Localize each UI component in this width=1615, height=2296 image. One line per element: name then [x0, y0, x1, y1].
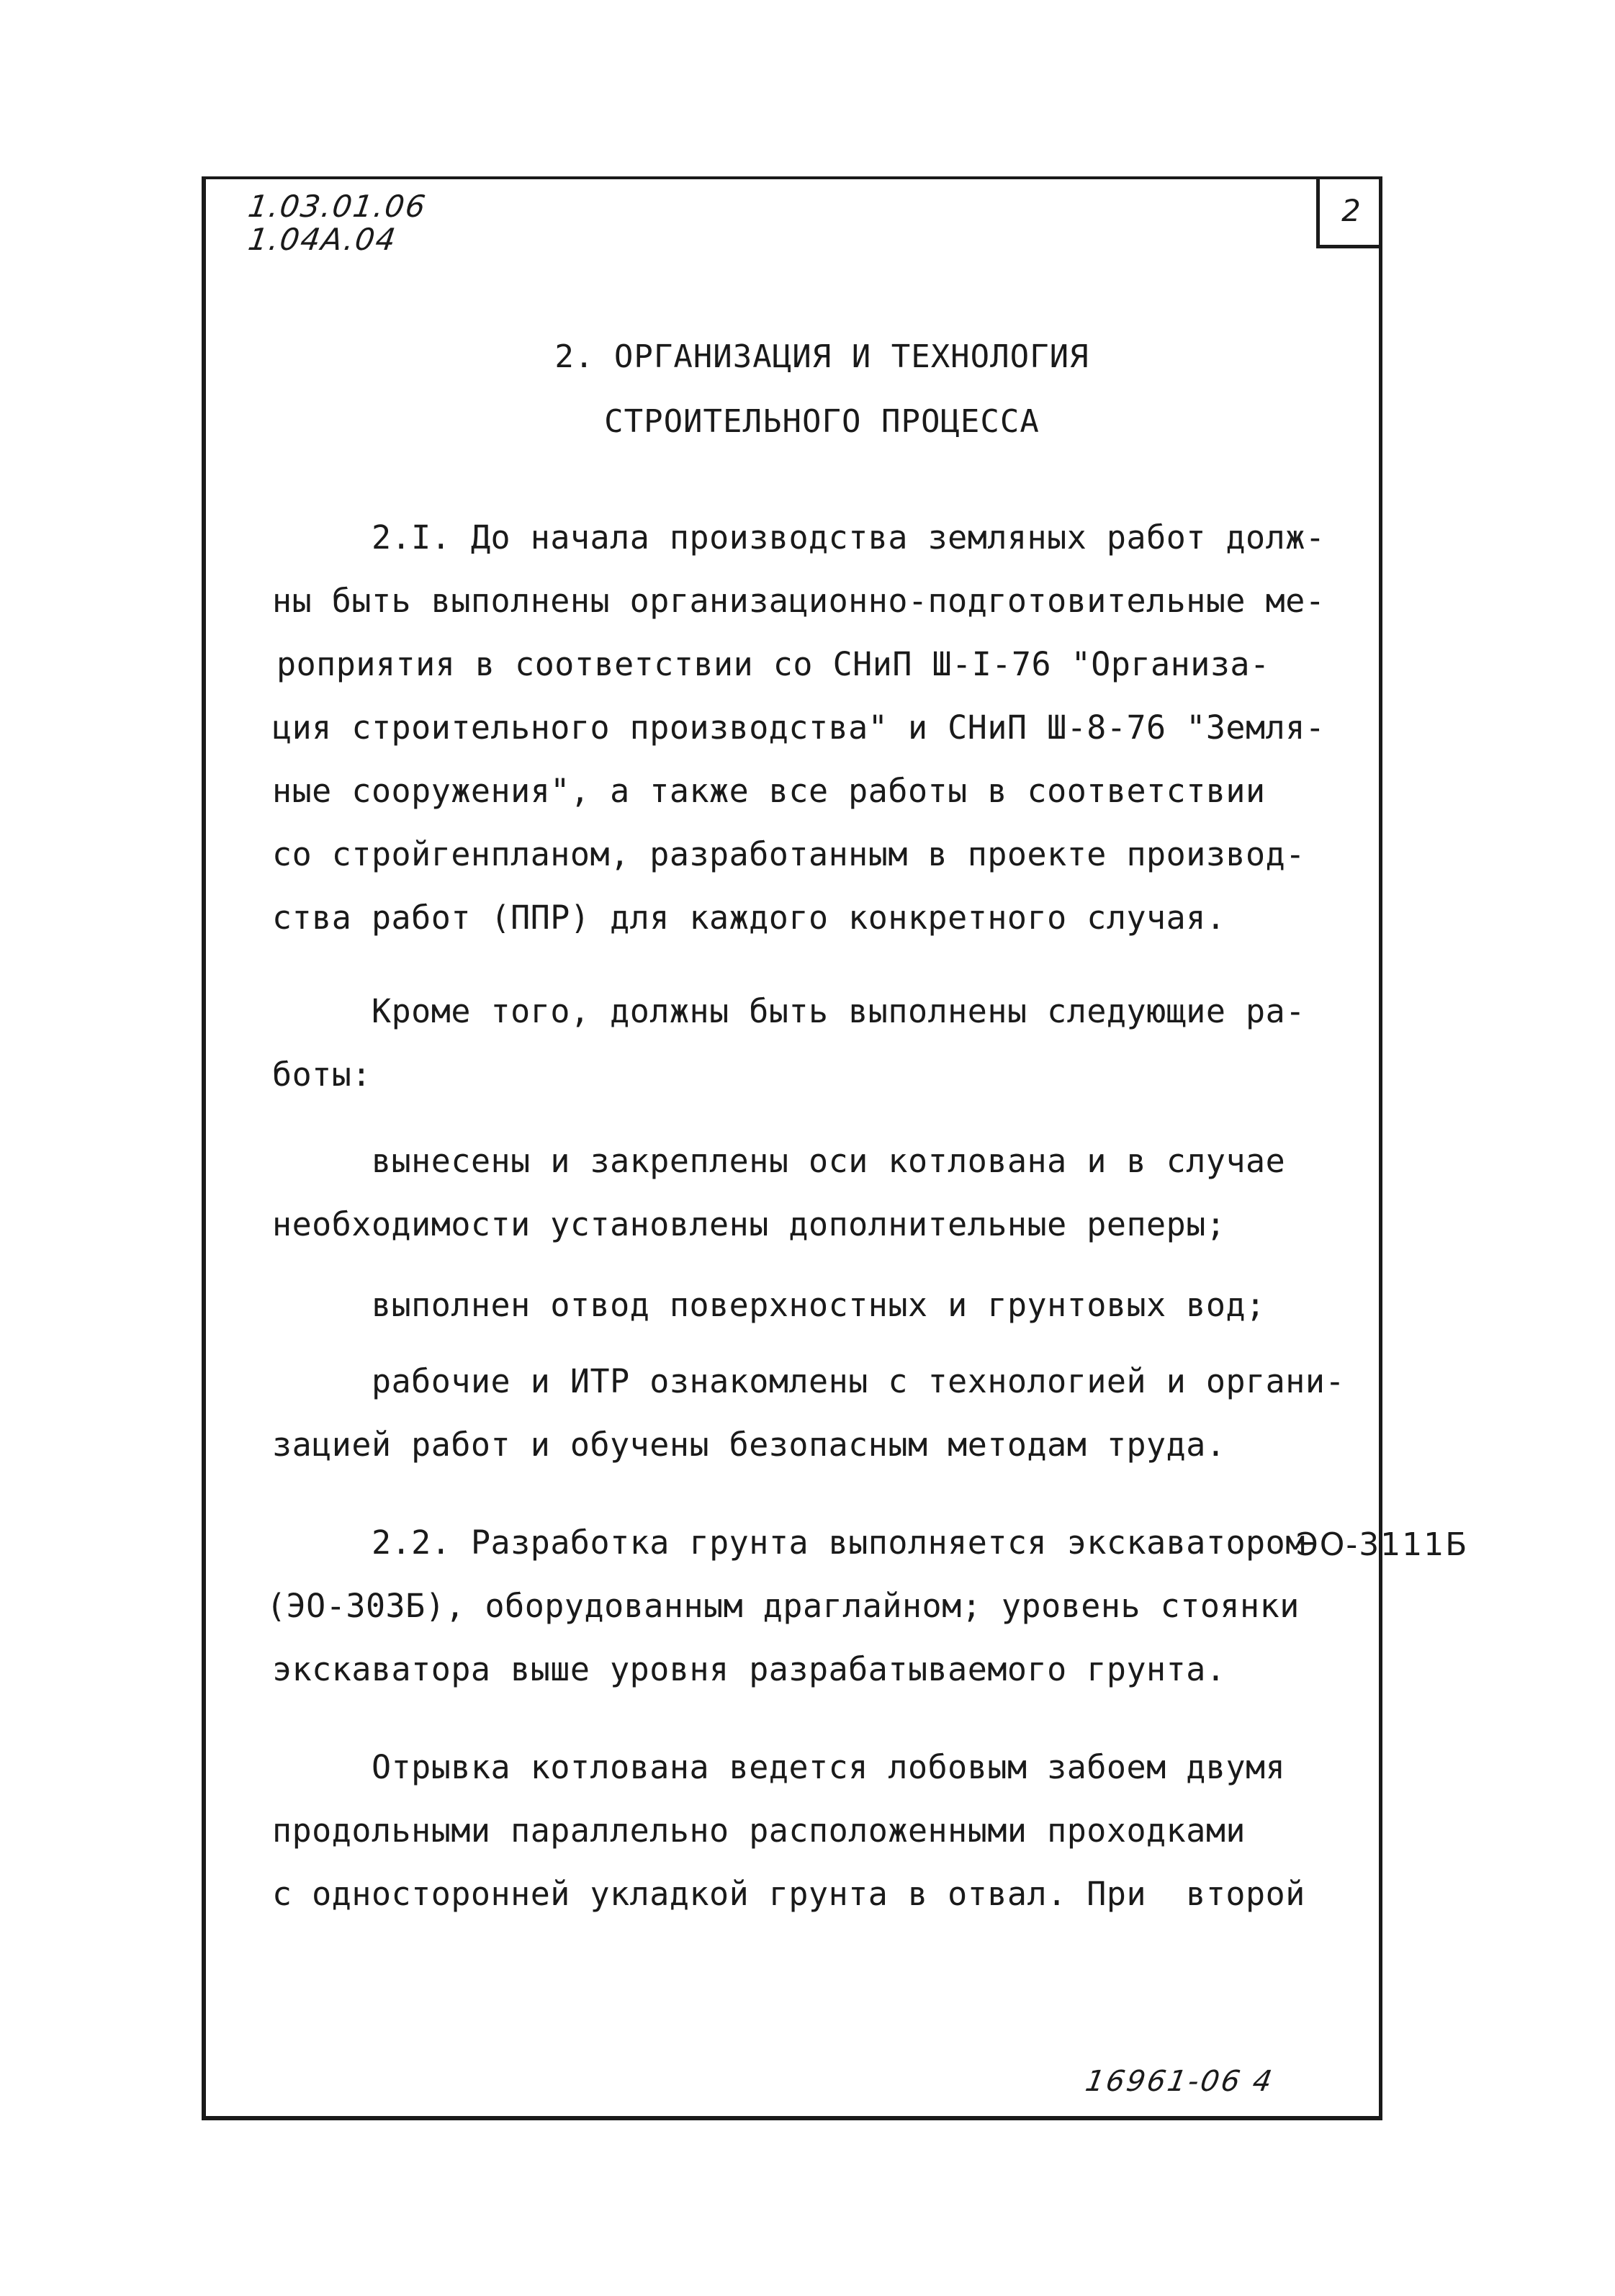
text-line: экскаватора выше уровня разрабатываемого грунта. [272, 1650, 1226, 1688]
text-line: (ЭО-303Б), оборудованным драглайном; уровень стоянки [266, 1587, 1300, 1625]
text-line: 2.I. До начала производства земляных работ долж- [372, 518, 1326, 557]
text-line: продольными параллельно расположенными проходками [272, 1811, 1246, 1850]
section-title-line-1: 2. ОРГАНИЗАЦИЯ И ТЕХНОЛОГИЯ [554, 338, 1089, 375]
section-title-line-2: СТРОИТЕЛЬНОГО ПРОЦЕССА [604, 403, 1040, 440]
text-line: Отрывка котлована ведется лобовым забоем двумя [372, 1748, 1286, 1786]
text-line: необходимости установлены дополнительные реперы; [272, 1205, 1226, 1243]
text-line: роприятия в соответствии со СНиП Ш-I-76 "Организа- [276, 645, 1270, 683]
text-line: ства работ (ППР) для каждого конкретного случая. [272, 899, 1226, 937]
text-line: вынесены и закреплены оси котлована и в случае [372, 1142, 1286, 1180]
text-line: зацией работ и обучены безопасным методам труда. [272, 1426, 1226, 1464]
equipment-model-annotation: ЭО-3111Б [1296, 1526, 1469, 1563]
text-line: с односторонней укладкой грунта в отвал. При второй [272, 1875, 1305, 1913]
text-line: ные сооружения", а также все работы в соответствии [272, 772, 1266, 810]
text-line: Кроме того, должны быть выполнены следующие ра- [372, 992, 1305, 1030]
text-line: выполнен отвод поверхностных и грунтовых вод; [372, 1286, 1266, 1324]
text-line: рабочие и ИТР ознакомлены с технологией и органи- [372, 1362, 1346, 1400]
text-line: боты: [272, 1055, 372, 1094]
footer-document-code: 16961-06 4 [1082, 2065, 1277, 2098]
document-code-2: 1.04A.04 [246, 222, 400, 257]
text-line: ны быть выполнены организационно-подготовительные ме- [272, 582, 1326, 620]
page-number-text: 2 [1341, 193, 1361, 228]
text-line: ция строительного производства" и СНиП Ш-8-76 "Земля- [272, 708, 1326, 747]
document-code-1: 1.03.01.06 [246, 189, 429, 224]
text-line: со стройгенпланом, разработанным в проекте производ- [272, 835, 1305, 873]
page-number [1316, 176, 1382, 248]
text-line: 2.2. Разработка грунта выполняется экскаватором [372, 1523, 1305, 1562]
